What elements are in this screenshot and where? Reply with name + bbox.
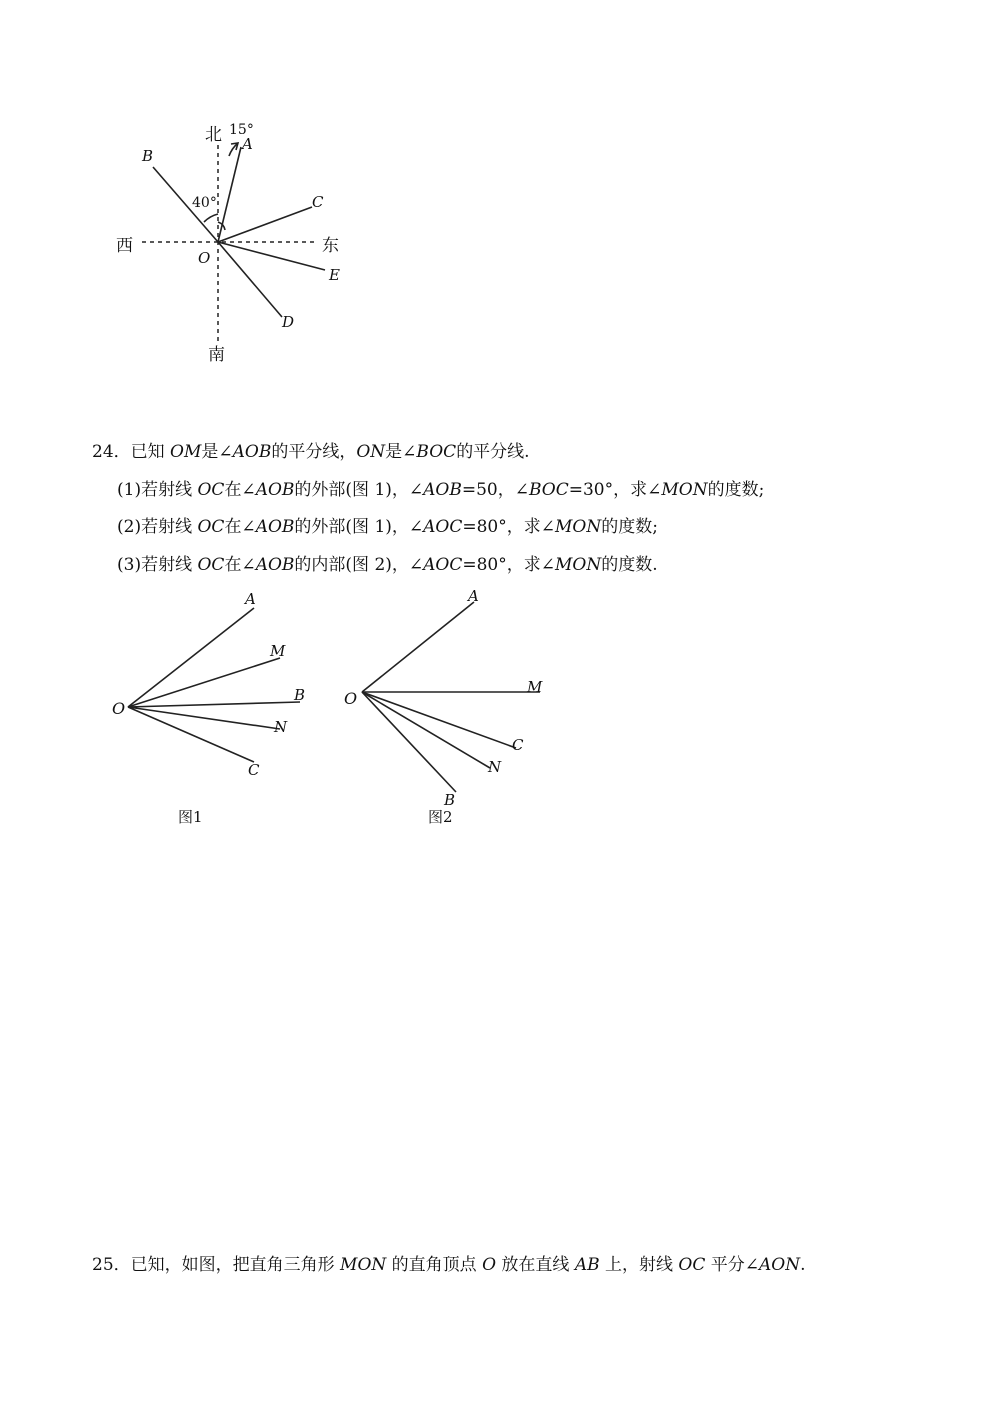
ray-oe (218, 242, 325, 270)
fig1-ray-on (128, 707, 280, 729)
fig1-label-m: M (270, 642, 286, 660)
label-d: D (282, 313, 295, 331)
fig1-label-b: B (294, 686, 306, 704)
q24-part-3: (3)若射线 OC在∠AOB的内部(图 2)，∠AOC=80°，求∠MON的度数. (117, 555, 658, 575)
label-a: A (242, 135, 253, 153)
angle-40-arc (204, 214, 218, 222)
label-o: O (198, 249, 211, 267)
label-b: B (142, 147, 154, 165)
label-e: E (329, 266, 340, 284)
fig2-label-m: M (527, 678, 543, 696)
ray-oa (218, 147, 241, 242)
fig1-label-n: N (274, 718, 288, 736)
angle-15-label: 15° (229, 122, 254, 138)
q25-number: 25． (92, 1255, 131, 1275)
label-c: C (312, 193, 324, 211)
fig1-label-o: O (112, 699, 126, 718)
fig1-ray-om (128, 658, 280, 707)
fig2-caption: 图2 (428, 808, 453, 826)
fig2-label-n: N (488, 758, 502, 776)
q24-stem: 24．已知 OM是∠AOB的平分线，ON是∠BOC的平分线. (92, 442, 530, 462)
angle-40-label: 40° (192, 195, 217, 211)
q25-stem: 25．已知，如图，把直角三角形 MON 的直角顶点 O 放在直线 AB 上，射线 OC 平分∠AON. (92, 1255, 806, 1275)
fig2-ray-ob (362, 692, 456, 792)
fig2-ray-oc (362, 692, 516, 748)
q24-part-1: (1)若射线 OC在∠AOB的外部(图 1)，∠AOB=50，∠BOC=30°，求∠MON的度数; (117, 480, 765, 500)
compass-figure (0, 0, 1000, 380)
west-label: 西 (116, 236, 133, 256)
east-label: 东 (322, 236, 339, 256)
fig1-ray-oa (128, 608, 254, 707)
q24-part-2: (2)若射线 OC在∠AOB的外部(图 1)，∠AOC=80°，求∠MON的度数; (117, 517, 658, 537)
fig1-ray-oc (128, 707, 254, 762)
fig2-label-o: O (344, 689, 358, 708)
fig2-label-c: C (512, 736, 524, 754)
figures-1-2 (0, 580, 1000, 840)
south-label: 南 (208, 345, 225, 365)
fig2-label-a: A (468, 587, 479, 605)
fig1-label-a: A (245, 590, 256, 608)
fig2-label-b: B (444, 791, 456, 809)
north-label: 北 (205, 125, 222, 145)
fig1-caption: 图1 (178, 808, 203, 826)
fig2-ray-oa (362, 602, 474, 692)
ray-oc (218, 207, 312, 242)
ray-od (218, 242, 282, 317)
fig2-ray-on (362, 692, 490, 768)
fig1-ray-ob (128, 702, 300, 707)
fig1-label-c: C (248, 761, 260, 779)
q24-number: 24． (92, 442, 131, 462)
